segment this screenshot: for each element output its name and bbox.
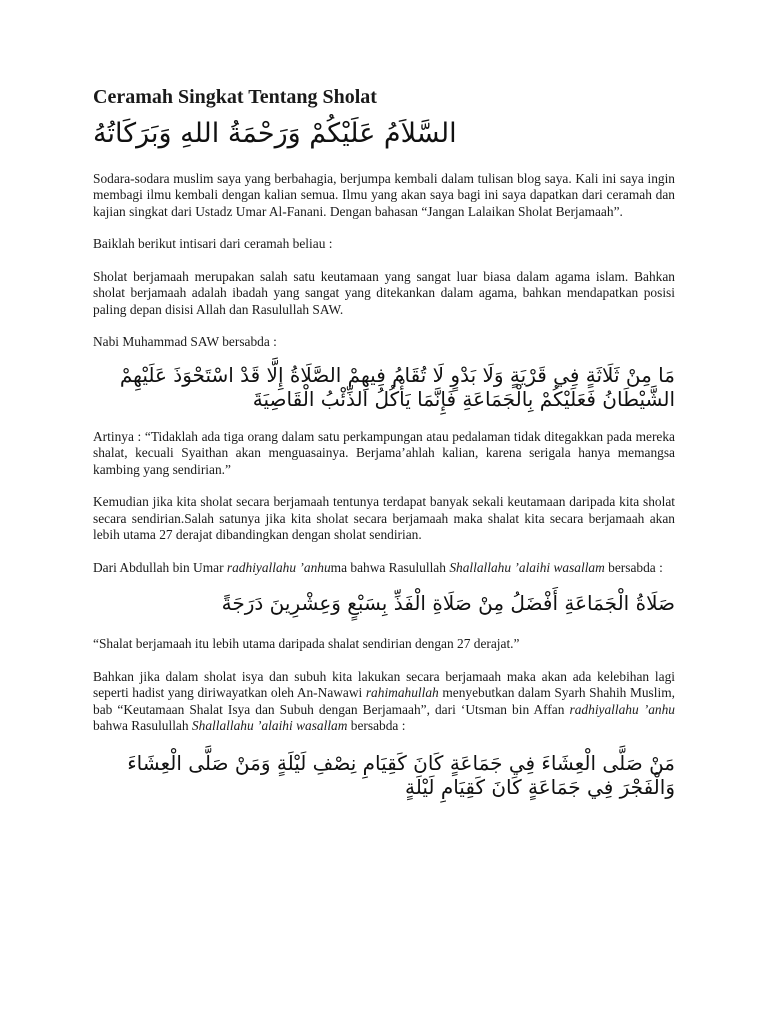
document-body [93,86,675,799]
italic-segment: Shallallahu ’alaihi wasallam [449,559,605,575]
arabic-hadith-27-derajat: صَلَاةُ الْجَمَاعَةِ أَفْضَلُ مِنْ صَلَاةِ الْفَذِّ بِسَبْعٍ وَعِشْرِينَ دَرَجَةً [221,591,675,616]
paragraph-kemudian: Kemudian jika kita sholat secara berjamaah tentunya terdapat banyak sekali keutamaan daripada kita sholat secara sendirian.Salah satunya jika kita sholat secara berjamaah maka shalat kita secara berjamaah akan lebih utama 27 derajat dibandingkan dengan sholat sendirian. [93,494,675,543]
arabic-hadith-tiga-orang: مَا مِنْ ثَلَاثَةٍ فِي قَرْيَةٍ وَلَا بَدْوٍ لَا تُقَامُ فِيهِمْ الصَّلَاةُ إِلَّا قَدْ اسْتَحْوَذَ عَلَيْهِمْ الشَّيْطَانُ فَعَلَيْكُمْ بِالْجَمَاعَةِ فَإِنَّمَا يَأْكُلُ الذِّئْبُ الْقَاصِيَةَ [119,362,675,411]
paragraph-artinya: Artinya : “Tidaklah ada tiga orang dalam satu perkampungan atau pedalaman tidak ditegakkan pada mereka shalat, kecuali Syaithan akan menguasainya. Berjama’ahlah kalian, karena serigala hanya memangsa kambing yang sendirian.” [93,428,675,477]
arabic-hadith-isya-subuh: مَنْ صَلَّى الْعِشَاءَ فِي جَمَاعَةٍ كَانَ كَقِيَامِ نِصْفِ لَيْلَةٍ وَمَنْ صَلَّى الْعِشَاءَ وَالْفَجْرَ فِي جَمَاعَةٍ كَانَ كَقِيَامِ لَيْلَةٍ [127,750,675,799]
text-segment: bersabda : [604,559,663,575]
paragraph-abdullah-bin-umar [93,560,675,577]
text-segment: Dari Abdullah bin Umar [93,559,227,575]
paragraph-isya-subuh [93,669,675,735]
italic-segment: rahimahullah [365,685,439,701]
arabic-greeting: السَّلاَمُ عَلَيْكُمْ وَرَحْمَةُ اللهِ وَبَرَكَاتُهُ [93,118,457,149]
text-segment: bersabda : [347,718,406,734]
text-segment: ma bahwa Rasulullah [330,559,450,575]
paragraph-nabi-bersabda: Nabi Muhammad SAW bersabda : [93,334,277,350]
page-title: Ceramah Singkat Tentang Sholat [93,86,377,108]
italic-segment: Shallallahu ’alaihi wasallam [191,718,348,734]
text-segment: bahwa Rasulullah [93,718,192,734]
paragraph-intisari: Baiklah berikut intisari dari ceramah beliau : [93,236,333,252]
italic-segment: radhiyallahu ’anhu [226,559,331,575]
text-segment: Bahkan jika dalam sholat isya dan subuh kita lakukan secara berjamaah maka akan ada kelebihan lagi seperti hadist yang diriwayatkan oleh An-Nawawi [93,668,675,701]
text-segment: menyebutkan dalam Syarh Shahih Muslim, bab “Keutamaan Shalat Isya dan Subuh dengan Berjamaah”, dari ‘Utsman bin Affan [93,685,675,717]
italic-segment: radhiyallahu ’anhu [569,701,675,717]
paragraph-intro: Sodara-sodara muslim saya yang berbahagia, berjumpa kembali dalam tulisan blog saya. Kali ini saya ingin membagi ilmu kembali dengan kalian semua. Ilmu yang akan saya bagi ini saya dapatkan dari ceramah dan kajian singkat dari Ustadz Umar Al-Fanani. Dengan bahasan “Jangan Lalaikan Sholat Berjamaah”. [93,170,675,219]
paragraph-terjemah-27-derajat: “Shalat berjamaah itu lebih utama daripada shalat sendirian dengan 27 derajat.” [93,636,520,652]
paragraph-keutamaan: Sholat berjamaah merupakan salah satu keutamaan yang sangat luar biasa dalam agama islam. Bahkan sholat berjamaah adalah ibadah yang sangat yang ditekankan dalam agama, bahkan mendapatkan posisi paling depan disisi Allah dan Rasulullah SAW. [93,268,675,317]
